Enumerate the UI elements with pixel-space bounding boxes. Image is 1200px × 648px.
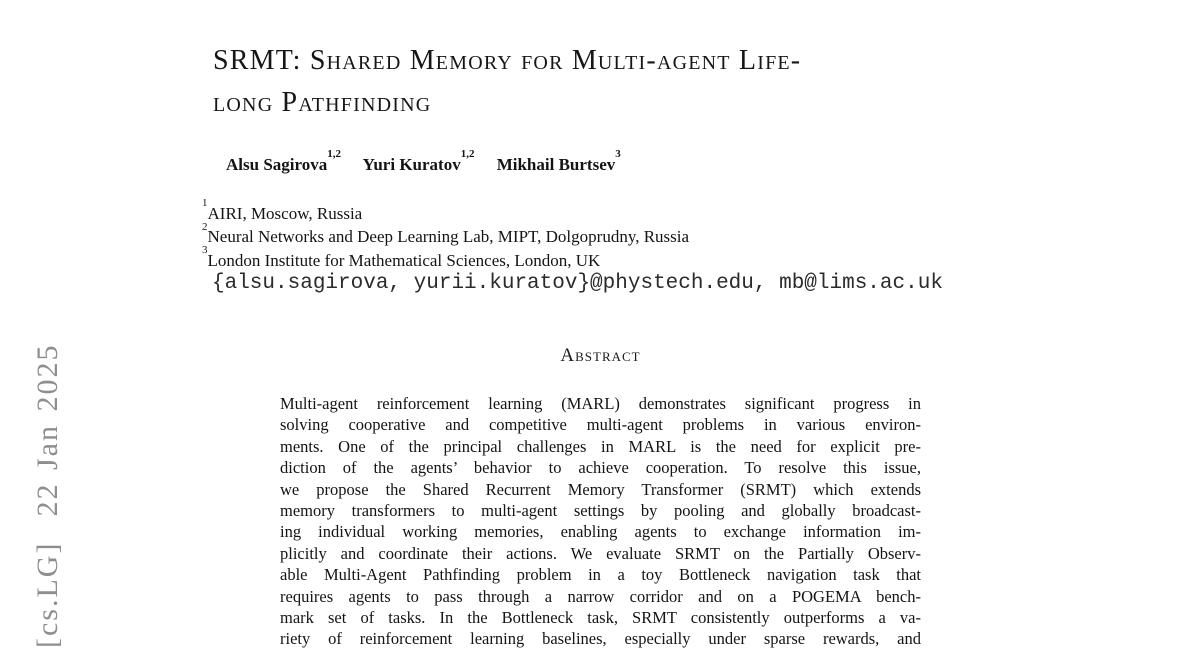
- paper-title-line1: SRMT: Shared Memory for Multi-agent Life-: [213, 45, 802, 76]
- author-list: [226, 148, 639, 175]
- abstract-line: requires agents to pass through a narrow corridor and on a POGEMA bench-: [280, 586, 921, 606]
- abstract-heading: Abstract: [560, 345, 641, 366]
- abstract-line: Multi-agent reinforcement learning (MARL) demonstrates significant progress in: [280, 394, 921, 413]
- affiliation-number: 3: [202, 244, 208, 257]
- paper-title: [213, 40, 801, 124]
- paper-title-line2: long Pathfinding: [213, 87, 432, 118]
- abstract-line: diction of the agents’ behavior to achieve cooperation. To resolve this issue,: [280, 458, 921, 478]
- affiliation: [202, 244, 689, 272]
- author-name: Mikhail Burtsev: [496, 155, 616, 174]
- affiliation-text: Neural Networks and Deep Learning Lab, MIPT, Dolgoprudny, Russia: [207, 227, 690, 247]
- author-name: Yuri Kuratov: [362, 155, 461, 174]
- author: [496, 148, 621, 174]
- abstract-line: memory transformers to multi-agent settings by pooling and globally broadcast-: [280, 501, 921, 521]
- author-affiliation-ref: 3: [615, 148, 621, 161]
- abstract-line: solving cooperative and competitive multi-agent problems in various environ-: [280, 415, 921, 435]
- affiliation: [202, 197, 689, 225]
- author-affiliation-ref: 1,2: [327, 148, 341, 161]
- abstract-line: we propose the Shared Recurrent Memory Transformer (SRMT) which extends: [280, 479, 921, 499]
- affiliation-number: 2: [202, 220, 208, 233]
- author-affiliation-ref: 1,2: [460, 148, 475, 161]
- author: [362, 148, 475, 174]
- affiliation: [202, 220, 690, 248]
- abstract-line: able Multi-Agent Pathfinding problem in a toy Bottleneck navigation task that: [280, 565, 921, 585]
- arxiv-stamp-text: [cs.LG] 22 Jan 2025: [31, 343, 64, 648]
- abstract-line: mark set of tasks. In the Bottleneck task, SRMT consistently outperforms a va-: [280, 608, 921, 628]
- affiliation-text: AIRI, Moscow, Russia: [207, 204, 363, 223]
- affiliation-list: [202, 197, 690, 272]
- abstract-body: [280, 393, 921, 648]
- author-name: Alsu Sagirova: [226, 155, 328, 174]
- author-emails: {alsu.sagirova, yurii.kuratov}@phystech.edu, mb@lims.ac.uk: [212, 272, 943, 295]
- abstract-line: riety of reinforcement learning baselines, especially under sparse rewards, and: [280, 629, 921, 648]
- abstract-line: plicitly and coordinate their actions. We evaluate SRMT on the Partially Observ-: [280, 543, 921, 563]
- abstract-line: ing individual working memories, enabling agents to exchange information im-: [280, 522, 921, 542]
- abstract-line: ments. One of the principal challenges in MARL is the need for explicit pre-: [280, 436, 921, 456]
- author: [226, 148, 341, 174]
- affiliation-number: 1: [202, 197, 208, 210]
- affiliation-text: London Institute for Mathematical Sciences, London, UK: [207, 250, 601, 270]
